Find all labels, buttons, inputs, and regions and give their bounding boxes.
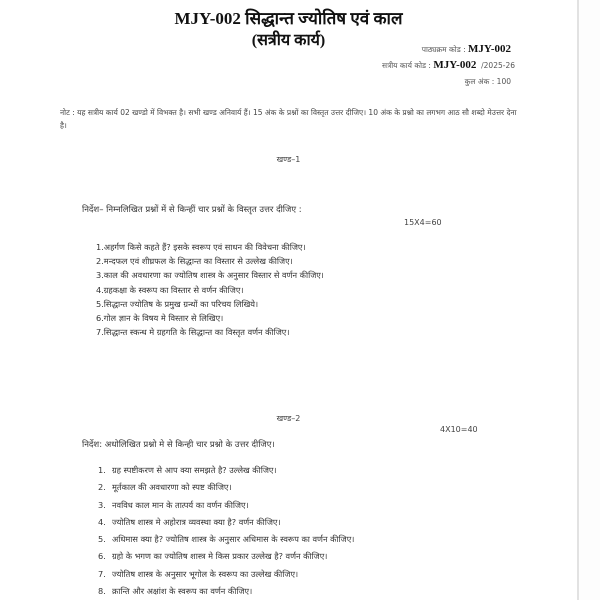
assignment-code-label: सत्रीय कार्य कोड : [382,61,431,70]
course-code-value: MJY-002 [468,43,511,55]
question-item: 1.अहर्गण किसे कहते हैं? इसके स्वरूप एवं साधन की विवेचना कीजिए। [96,242,306,252]
question-item: 4. ज्योतिष शास्त्र मे अहोरात्र व्यवस्था क्या है? वर्णन कीजिए। [98,516,281,527]
assignment-code-value: MJY-002 [433,59,477,71]
question-item: 5.सिद्धान्त ज्योतिष के प्रमुख ग्रन्थों का परिचय लिखिये। [96,298,259,309]
question-item: 5. अधिमास क्या है? ज्योतिष शास्त्र के अनुसार अधिमास के स्वरूप का वर्णन कीजिए। [98,534,355,545]
course-code-line [422,43,511,55]
section-2-heading: खण्ड–2 [276,414,301,423]
total-marks-value: 100 [496,77,511,86]
section-1-instruction: निर्देश– निम्नलिखित प्रश्नों में से किन्हीं चार प्रश्नों के विस्तृत उत्तर दीजिए : [82,205,302,215]
section-2-question-list [98,462,354,600]
question-item: 2.मन्दफल एवं शीघ्रफल के सिद्धान्त का विस्तार से उल्लेख कीजिए। [96,256,293,267]
note-paragraph: नोट : यह सत्रीय कार्य 02 खण्डो में विभक्त है। सभी खण्ड अनिवार्य हैं। 15 अंक के प्रश्नों का विस्तृत उत्तर दीजिए। 10 अंक के प्रश्नो का लगभग आठ सौ शब्दो मेउत्तर देना है। [60,108,517,130]
document-title: MJY-002 सिद्धान्त ज्योतिष एवं काल [174,9,403,28]
question-item: 8. क्रान्ति और अक्षांश के स्वरूप का वर्णन कीजिए। [98,586,253,597]
section-1-marks: 15X4=60 [404,218,442,227]
question-item: 6. ग्रहो के भगण का ज्योतिष शास्त्र मे किस प्रकार उल्लेख है? वर्णन कीजिए। [98,551,328,562]
section-1-question-list [96,240,324,339]
total-marks-line [465,77,511,87]
question-item: 4.ग्रहकक्षा के स्वरूप का विस्तार से वर्णन कीजिए। [96,284,244,295]
section-2-instruction: निर्देश: अधोलिखित प्रश्नो मे से किन्ही चार प्रश्नो के उत्तर दीजिए। [82,440,275,450]
assignment-session: /2025-26 [481,61,515,70]
section-2-marks: 4X10=40 [440,425,478,434]
question-item: 2. मूर्तकाल की अवधारणा को स्पष्ट कीजिए। [98,482,232,493]
question-item: 3.काल की अवधारणा का ज्योतिष शास्त्र के अनुसार विस्तार से वर्णन कीजिए। [96,270,324,281]
course-code-label: पाठ्यक्रम कोड : [421,45,466,54]
question-item: 3. नवविध काल मान के तात्पर्य का वर्णन कीजिए। [98,499,249,510]
question-item: 7. ज्योतिष शास्त्र के अनुसार भूगोल के स्वरूप का उल्लेख कीजिए। [98,568,299,579]
document-subtitle: (सत्रीय कार्य) [251,32,326,49]
question-item: 1. ग्रह स्पष्टीकरण से आप क्या समझते है? उल्लेख कीजिए। [98,465,277,475]
question-item: 6.गोल ज्ञान के विषय मे विस्तार से लिखिए। [96,312,224,323]
total-marks-label: कुल अंक : [464,77,495,86]
question-item: 7.सिद्धान्त स्कन्ध मे ग्रहगति के सिद्धान्त का विस्तृत वर्णन कीजिए। [96,327,290,338]
section-1-heading: खण्ड–1 [276,155,301,164]
assignment-code-line [382,59,515,71]
